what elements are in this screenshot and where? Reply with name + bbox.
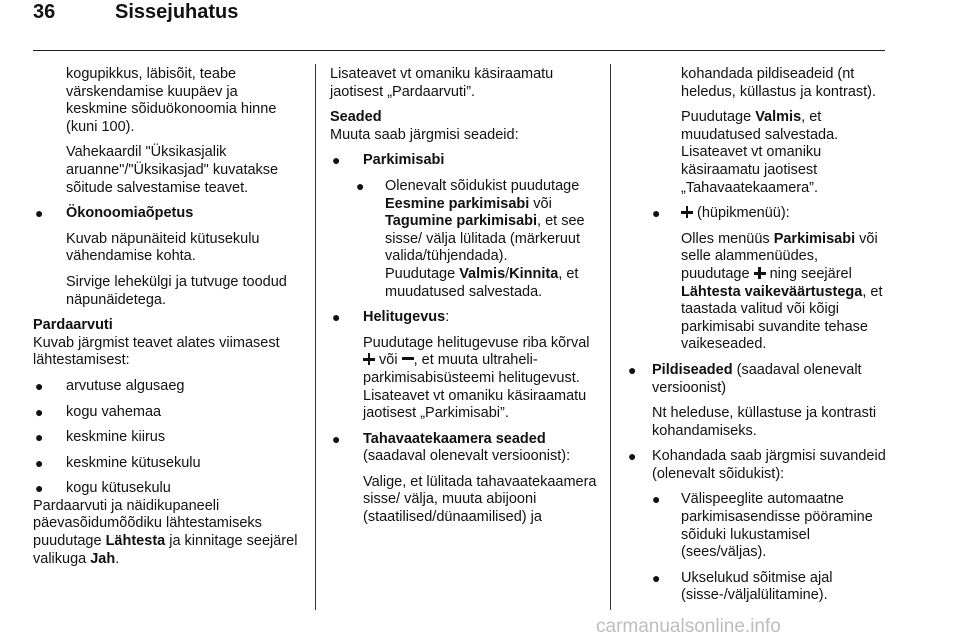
list-item: ● keskmine kütusekulu	[35, 454, 201, 471]
reset-button-label: Lähtesta	[105, 533, 166, 550]
bullet-icon: ●	[628, 448, 637, 465]
intro-paragraph: kogupikkus, läbisõit, teabe värskendamise kuupäev ja keskmine sõiduökonoomia hinne (kuni 100).	[66, 66, 277, 135]
column-divider-2	[610, 64, 611, 610]
seaded-intro: Muuta saab järgmisi seadeid:	[330, 126, 519, 143]
eco-title: Ökonoomiaõpetus	[66, 205, 194, 222]
page-title: Sissejuhatus	[115, 1, 239, 23]
picture-title: Pildiseaded	[652, 361, 733, 378]
volume-title: Helitugevus	[363, 309, 446, 326]
list-item-picture: ● Pildiseaded (saadaval olenevalt versioonist)	[628, 361, 862, 396]
reference-paragraph: Lisateavet vt omaniku käsiraamatu jaotisest „Pardaarvuti”.	[330, 66, 554, 100]
plus-icon	[363, 353, 375, 365]
bullet-icon: ●	[35, 480, 44, 497]
column-3	[626, 66, 888, 613]
list-item: ● kogu vahemaa	[35, 403, 162, 420]
bullet-icon: ●	[628, 361, 637, 378]
watermark: carmanualsonline.info	[596, 616, 781, 637]
detail-paragraph: Vahekaardil "Üksikasjalik aruanne"/"Üksikasjad" kuvatakse sõitude salvestamise teavet.	[66, 144, 279, 196]
adjust-sub-item: ● Välispeeglite automaatne parkimisasendisse pööramine sõiduki lukustamisel (sees/väljas).	[652, 491, 873, 561]
camera-text: Valige, et lülitada tahavaatekaamera sisse/ välja, muuta abijooni (staatilised/dünaamilised) ja	[363, 473, 597, 526]
confirm-button-label: Jah	[90, 550, 116, 567]
list-item: ● keskmine kiirus	[35, 429, 166, 446]
list-item: ● kogu kütusekulu	[35, 480, 171, 497]
column-divider-1	[315, 64, 316, 610]
section-heading-pardaarvuti: Pardaarvuti	[33, 317, 113, 334]
eco-text-1: Kuvab näpunäiteid kütusekulu vähendamise kohta.	[66, 230, 260, 265]
camera-text-continued: kohandada pildiseadeid (nt heledus, küllastus ja kontrast).	[681, 66, 877, 100]
bullet-icon: ●	[332, 152, 341, 169]
bullet-icon: ●	[35, 429, 44, 446]
bullet-icon: ●	[35, 377, 44, 394]
bullet-icon: ●	[652, 569, 661, 586]
page-header	[33, 0, 885, 51]
popup-text: Olles menüüs Parkimisabi või selle alammenüüdes, puudutage ning seejärel Lähtesta vaikeväärtustega, et taastada valitud või kõigi parkimisabi suvandite tehase vaikeseaded.	[681, 230, 883, 353]
plus-icon	[754, 267, 766, 279]
bullet-icon: ●	[332, 430, 341, 447]
list-item-volume: ● Helitugevus:	[332, 309, 450, 326]
bullet-icon: ●	[652, 491, 661, 508]
bullet-icon: ●	[332, 309, 341, 326]
bullet-icon: ●	[35, 403, 44, 420]
section-heading-seaded: Seaded	[330, 109, 382, 126]
picture-text: Nt heleduse, küllastuse ja kontrasti kohandamiseks.	[652, 405, 877, 439]
page-number: 36	[33, 1, 56, 23]
parking-sub-item: ● Olenevalt sõidukist puudutage Eesmine parkimisabi või Tagumine parkimisabi, et see sisse/ välja lülitada (märkeruut valida/tühjendada). Puudutage Valmis/Kinnita, et muudatused salvestada.	[356, 177, 585, 300]
column-1	[33, 66, 301, 576]
eco-text-2: Sirvige lehekülgi ja tutvuge toodud näpunäidetega.	[66, 273, 287, 308]
volume-text: Puudutage helitugevuse riba kõrval või , et muuta ultraheli- parkimisabisüsteemi helitugevust. Lisateavet vt omaniku käsiraamatu jaotisest „Parkimisabi”.	[363, 334, 590, 422]
column-2	[330, 66, 598, 535]
list-item-parking	[330, 152, 598, 170]
bullet-icon: ●	[356, 177, 365, 194]
minus-icon	[402, 353, 414, 365]
parking-title: Parkimisabi	[363, 152, 445, 169]
camera-title: Tahavaatekaamera seaded	[363, 430, 546, 447]
bullet-icon: ●	[35, 454, 44, 471]
list-item-eco	[33, 205, 301, 223]
bullet-icon: ●	[652, 205, 661, 222]
bullet-icon: ●	[35, 205, 44, 222]
save-paragraph: Puudutage Valmis, et muudatused salvestada. Lisateavet vt omaniku käsiraamatu jaotisest „Tahavaatekaamera”.	[681, 109, 839, 196]
plus-icon	[681, 206, 693, 218]
reset-paragraph: Pardaarvuti ja näidikupaneeli päevasõidumõõdiku lähtestamiseks puudutage Lähtesta ja kinnitage seejärel valikuga Jah.	[33, 497, 298, 567]
list-item-popup: ● (hüpikmenüü):	[652, 205, 790, 222]
list-item-camera: ● Tahavaatekaamera seaded (saadaval olenevalt versioonist):	[332, 430, 571, 465]
adjust-sub-item: ● Ukselukud sõitmise ajal (sisse-/väljalülitamine).	[652, 569, 833, 604]
list-item: ● arvutuse algusaeg	[35, 377, 185, 394]
pardaarvuti-intro: Kuvab järgmist teavet alates viimasest lähtestamisest:	[33, 334, 280, 369]
list-item-adjust: ● Kohandada saab järgmisi suvandeid (olenevalt sõidukist):	[628, 448, 886, 482]
